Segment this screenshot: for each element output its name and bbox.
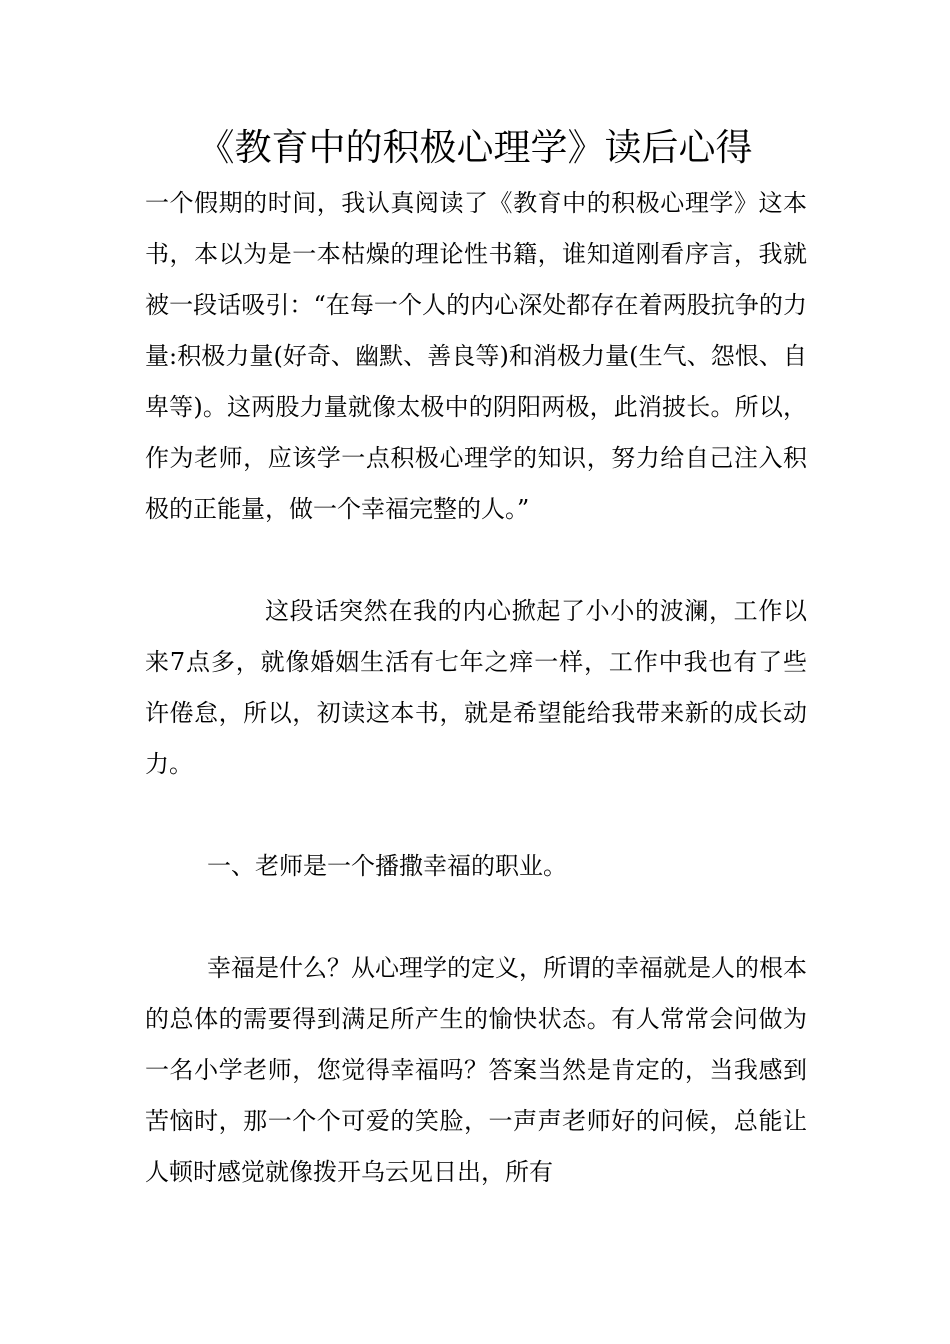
- paragraph-reflection: 这段话突然在我的内心掀起了小小的波澜，工作以来7点多，就像婚姻生活有七年之痒一样，工作中我也有了些许倦怠，所以，初读这本书，就是希望能给我带来新的成长动力。: [145, 597, 807, 778]
- paragraph-intro: 一个假期的时间，我认真阅读了《教育中的积极心理学》这本书，本以为是一本枯燥的理论性书籍，谁知道刚看序言，我就被一段话吸引：“在每一个人的内心深处都存在着两股抗争的力量:积极力量(好奇、幽默、善良等)和消极力量(生气、怨恨、自卑等)。这两股力量就像太极中的阴阳两极，此消披长。所以，作为老师，应该学一点积极心理学的知识，努力给自己注入积极的正能量，做一个幸福完整的人。”: [145, 189, 807, 523]
- document-body: [145, 178, 807, 1198]
- paragraph-happiness: 幸福是什么？从心理学的定义，所谓的幸福就是人的根本的总体的需要得到满足所产生的愉快状态。有人常常会问做为一名小学老师，您觉得幸福吗？答案当然是肯定的，当我感到苦恼时，那一个个可爱的笑脸，一声声老师好的问候，总能让人顿时感觉就像拨开乌云见日出，所有: [145, 954, 807, 1186]
- section-heading-1: 一、老师是一个播撒幸福的职业。: [207, 852, 567, 880]
- document-title: 《教育中的积极心理学》读后心得: [197, 126, 753, 169]
